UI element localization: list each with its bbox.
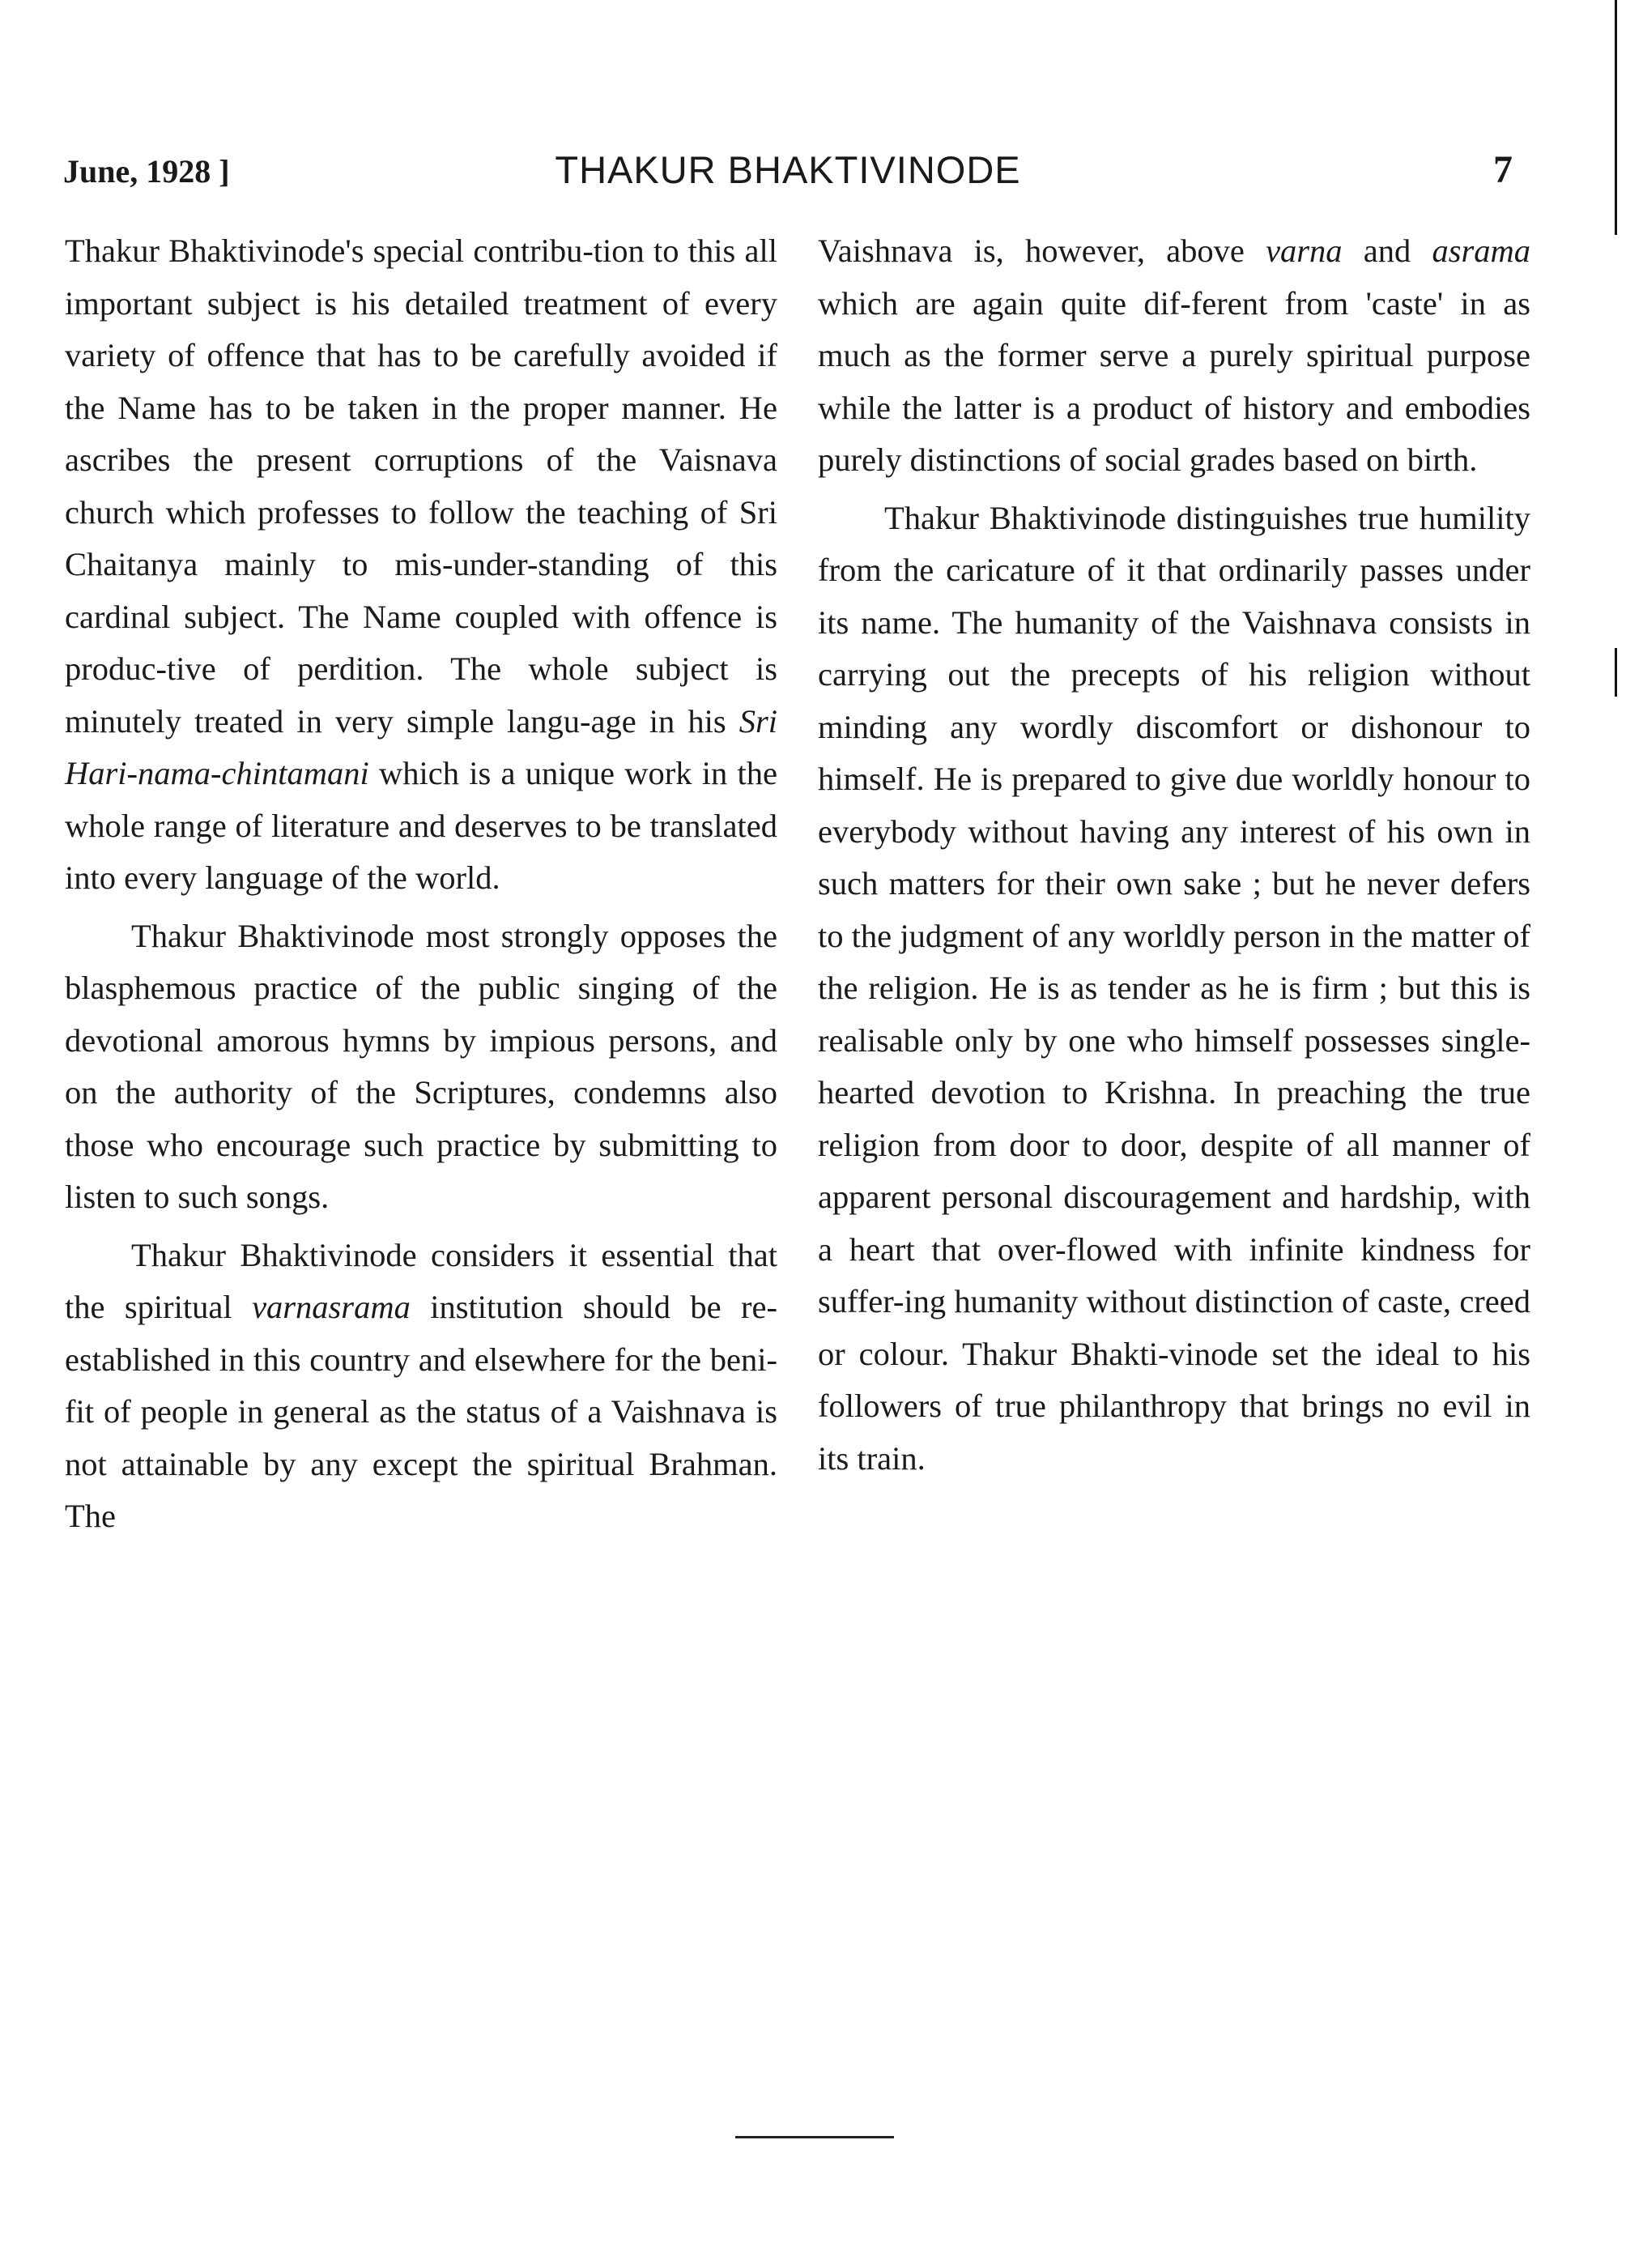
left-paragraph-3: [65, 1230, 777, 1543]
right-p1-text-a: Vaishnava is, however, above: [818, 232, 1266, 269]
left-paragraph-2: Thakur Bhaktivinode most strongly opposes the blasphemous practice of the public singing of the devotional amorous hymns by impious persons, and on the authority of the Scriptures, condemns also those who encourage such practice by submitting to listen to such songs.: [65, 917, 777, 1215]
right-p1-text-b: and: [1342, 232, 1432, 269]
scan-edge-line: [1615, 0, 1617, 235]
page-header: [63, 144, 1513, 201]
left-column: [65, 225, 777, 1549]
book-title-hari-nama-chintamani: Sri Hari-nama-chintamani: [65, 702, 777, 791]
right-paragraph-1: [818, 225, 1530, 487]
left-p1-text-b: which is a unique work in the whole range of literature and deserves to be translated into every language of the world.: [65, 755, 777, 896]
left-p1-text-a: Thakur Bhaktivinode's special contribu-tion to this all important subject is his detailed treatment of every variety of offence that has to be carefully avoided if the Name has to be taken in the proper manner. He ascribes the present corruptions of the Vaisnava church which professes to follow the teaching of Sri Chaitanya mainly to mis-under-standing of this cardinal subject. The Name coupled with offence is produc-tive of perdition. The whole subject is minutely treated in very simple langu-age in his: [65, 232, 777, 740]
header-title: THAKUR BHAKTIVINODE: [555, 148, 1021, 191]
right-paragraph-2: Thakur Bhaktivinode distinguishes true humility from the caricature of it that ordinarily passes under its name. The humanity of the Vaishnava consists in carrying out the precepts of his religion without minding any wordly discomfort or dishonour to himself. He is prepared to give due worldly honour to everybody without having any interest of his own in such matters for their own sake ; but he never defers to the judgment of any worldly person in the matter of the religion. He is as tender as he is firm ; but this is realisable only by one who himself possesses single-hearted devotion to Krishna. In preaching the true religion from door to door, despite of all manner of apparent personal discouragement and hardship, with a heart that over-flowed with infinite kindness for suffer-ing humanity without distinction of caste, creed or colour. Thakur Bhakti-vinode set the ideal to his followers of true philanthropy that brings no evil in its train.: [818, 499, 1530, 1477]
left-paragraph-1: [65, 225, 777, 905]
right-p1-text-c: which are again quite dif-ferent from 'caste' in as much as the former serve a purely spiritual purpose while the latter is a product of history and embodies purely distinctions of social grades based on birth.: [818, 284, 1530, 478]
left-p3-text-b: institution should be re-established in this country and elsewhere for the beni-fit of people in general as the status of a Vaishnava is not attainable by any except the spiritual Brahman. The: [65, 1289, 777, 1534]
right-column: [818, 225, 1530, 1490]
term-varna: varna: [1266, 232, 1343, 269]
header-page-number: 7: [1493, 148, 1513, 191]
end-rule: [735, 2136, 894, 2138]
scan-edge-mark: [1615, 648, 1617, 697]
term-varnasrama: varnasrama: [252, 1289, 411, 1325]
left-p3-text-a: Thakur Bhaktivinode considers it essential that the spiritual: [65, 1236, 777, 1325]
term-asrama: asrama: [1432, 232, 1530, 269]
header-date: June, 1928 ]: [63, 153, 230, 190]
